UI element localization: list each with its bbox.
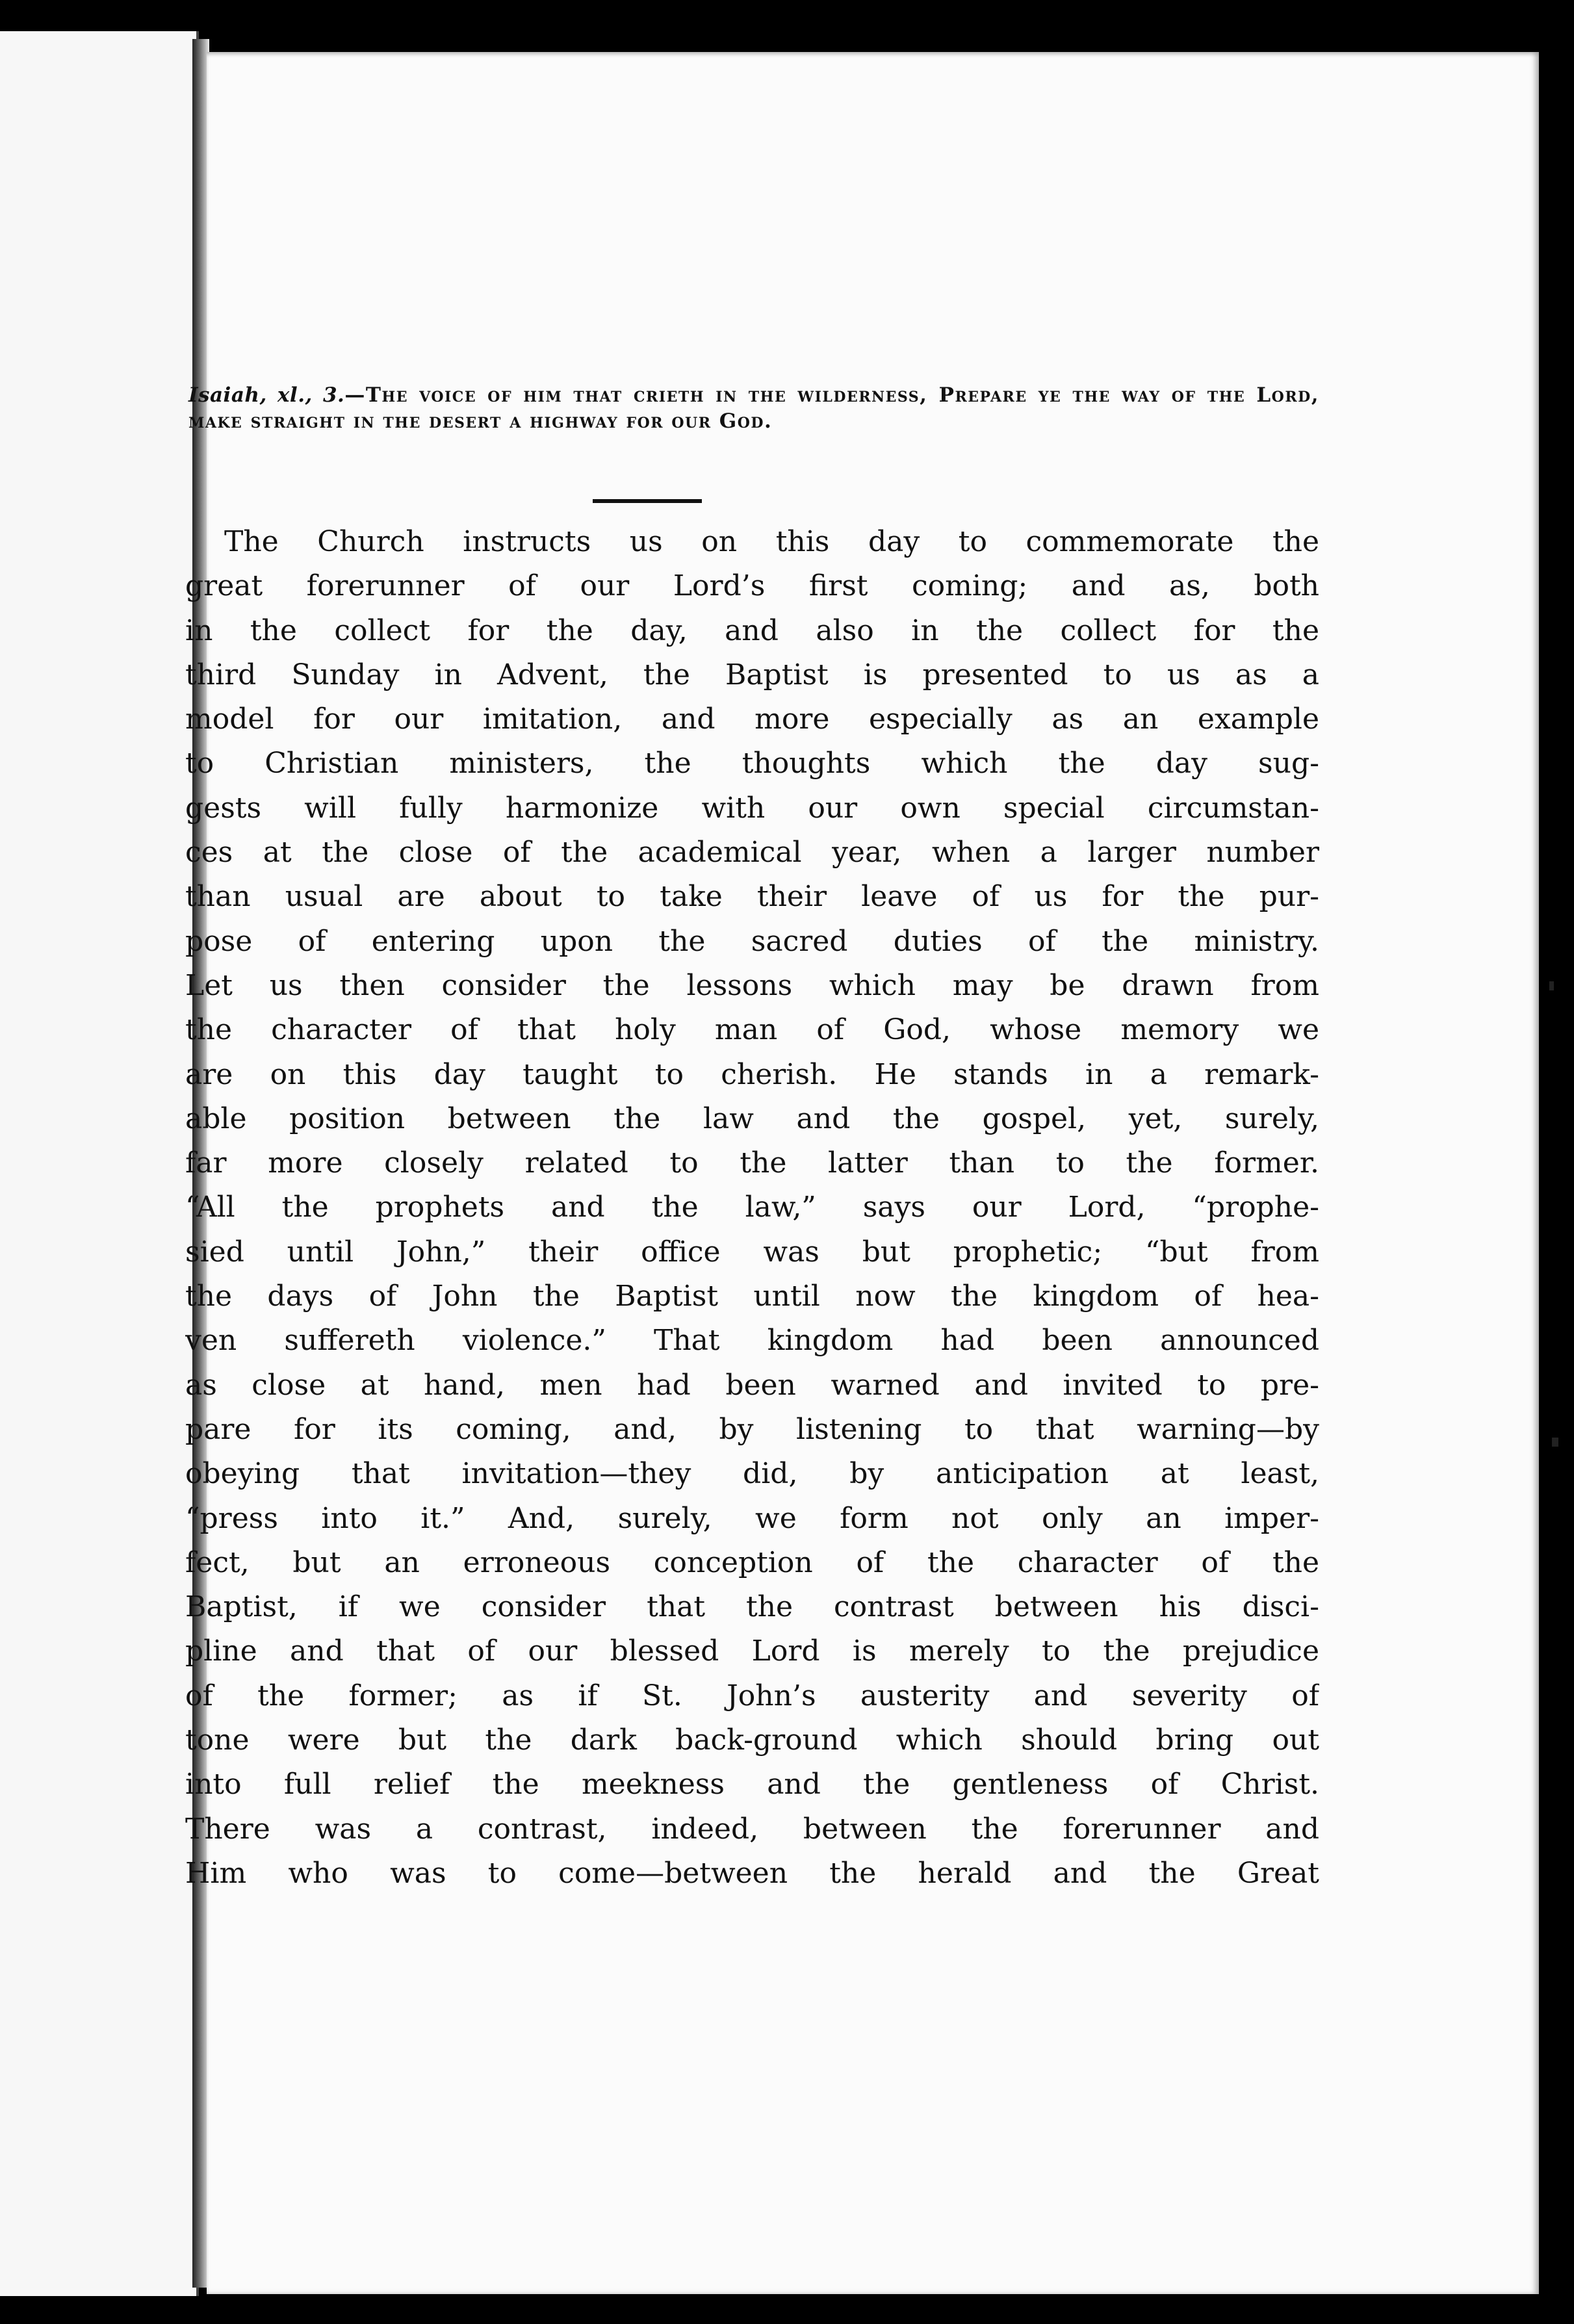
text-line: obeying that invitation—they did, by anticipation at least, [185,1457,1319,1491]
text-line: third Sunday in Advent, the Baptist is presented to us as a [185,658,1319,691]
text-line: pose of entering upon the sacred duties of the ministry. [185,924,1319,958]
epigraph-dash: — [344,383,366,407]
text-line: to Christian ministers, the thoughts which the day sug- [185,747,1319,781]
text-line: ces at the close of the academical year, when a larger number [185,836,1319,870]
text-line: ven suffereth violence.” That kingdom had been announced [185,1324,1319,1358]
body-text [185,520,1319,1896]
text-line: pare for its coming, and, by listening to that warning—by [185,1412,1319,1446]
text-line: the days of John the Baptist until now the kingdom of hea- [185,1280,1319,1313]
text-line: in the collect for the day, and also in the collect for the [185,613,1319,647]
text-line: sied until John,” their office was but prophetic; “but from [185,1235,1319,1269]
text-line: great forerunner of our Lord’s first coming; and as, both [185,569,1319,603]
text-line: gests will fully harmonize with our own special circumstan- [185,791,1319,825]
text-line: Him who was to come—between the herald and the Great [185,1856,1319,1890]
text-line: fect, but an erroneous conception of the character of the [185,1545,1319,1579]
margin-speck [1552,1438,1558,1447]
text-line: Let us then consider the lessons which may be drawn from [185,968,1319,1002]
margin-speck [1549,981,1554,990]
facing-page-edge [0,31,199,2296]
epigraph [188,382,1319,434]
text-line: The Church instructs us on this day to commemorate the [224,525,1319,558]
text-line: far more closely related to the latter than to the former. [185,1146,1319,1180]
text-line: “press into it.” And, surely, we form not only an imper- [185,1501,1319,1535]
epigraph-reference: Isaiah, xl., 3. [188,383,345,407]
text-line: than usual are about to take their leave of us for the pur- [185,880,1319,914]
text-line: “All the prophets and the law,” says our Lord, “prophe- [185,1191,1319,1224]
text-line: of the former; as if St. John’s austerity and severity of [185,1679,1319,1712]
text-line: are on this day taught to cherish. He stands in a remark- [185,1057,1319,1091]
text-line: as close at hand, men had been warned and invited to pre- [185,1368,1319,1402]
text-line: tone were but the dark back-ground which should bring out [185,1724,1319,1757]
text-line: pline and that of our blessed Lord is merely to the prejudice [185,1634,1319,1668]
epigraph-text: The voice of him that crieth in the wilderness, Prepare ye the way of the Lord, make straight in the desert a highway for our God. [188,383,1319,433]
text-line: into full relief the meekness and the gentleness of Christ. [185,1768,1319,1801]
text-line: model for our imitation, and more especially as an example [185,703,1319,736]
text-line: There was a contrast, indeed, between the forerunner and [185,1812,1319,1846]
text-line: Baptist, if we consider that the contrast between his disci- [185,1590,1319,1624]
text-line: the character of that holy man of God, whose memory we [185,1013,1319,1047]
section-divider [593,499,702,503]
text-line: able position between the law and the gospel, yet, surely, [185,1102,1319,1135]
